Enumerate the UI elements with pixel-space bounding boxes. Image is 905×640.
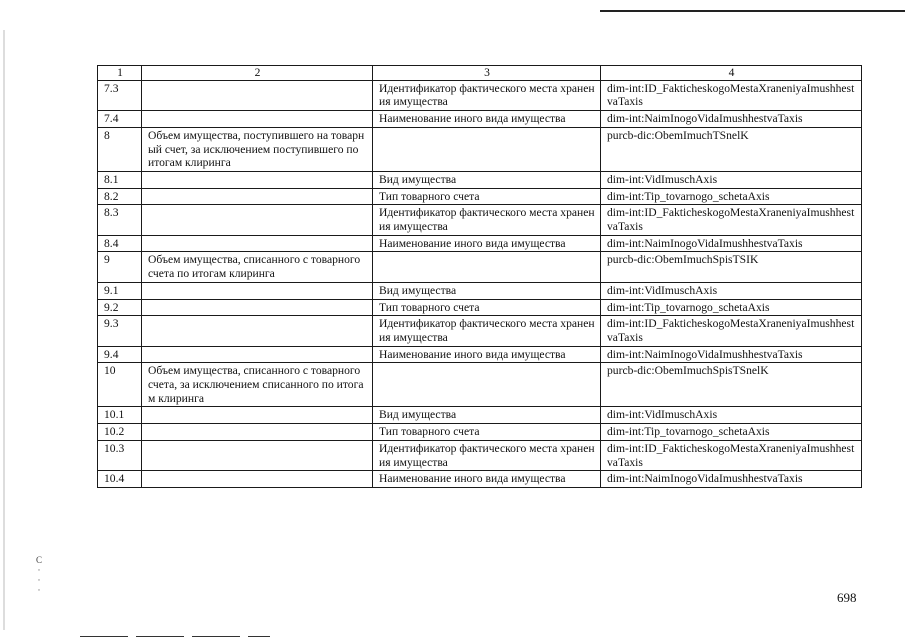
cell-number: 9.4 — [98, 346, 142, 363]
cell-number: 7.3 — [98, 80, 142, 110]
cell-taxonomy-code: dim-int:ID_FakticheskogoMestaXraneniyaImushhestvaTaxis — [601, 205, 862, 235]
cell-taxonomy-code: dim-int:VidImuschAxis — [601, 171, 862, 188]
cell-dimension: Наименование иного вида имущества — [373, 346, 601, 363]
cell-indicator-name — [142, 346, 373, 363]
cell-number: 10.1 — [98, 407, 142, 424]
cell-indicator-name — [142, 111, 373, 128]
cell-dimension: Тип товарного счета — [373, 188, 601, 205]
cell-dimension: Вид имущества — [373, 282, 601, 299]
top-rule — [600, 10, 905, 12]
table-row — [98, 282, 862, 299]
header-cell-1: 1 — [98, 66, 142, 81]
table-row — [98, 111, 862, 128]
table-row — [98, 424, 862, 441]
cell-dimension: Идентификатор фактического места хранения имущества — [373, 440, 601, 470]
cell-indicator-name — [142, 440, 373, 470]
table-row — [98, 471, 862, 488]
table-row — [98, 80, 862, 110]
cell-number: 7.4 — [98, 111, 142, 128]
margin-marks: С · · · — [35, 555, 42, 595]
table-row — [98, 440, 862, 470]
cell-indicator-name: Объем имущества, списанного с товарного счета, за исключением списанного по итогам клиринга — [142, 363, 373, 407]
cell-indicator-name — [142, 407, 373, 424]
cell-indicator-name — [142, 171, 373, 188]
cell-indicator-name — [142, 471, 373, 488]
cell-dimension: Тип товарного счета — [373, 424, 601, 441]
table-row — [98, 171, 862, 188]
cell-dimension — [373, 127, 601, 171]
cell-dimension: Идентификатор фактического места хранения имущества — [373, 80, 601, 110]
cell-dimension: Наименование иного вида имущества — [373, 471, 601, 488]
cell-number: 9.2 — [98, 299, 142, 316]
cell-number: 8.3 — [98, 205, 142, 235]
cell-dimension — [373, 363, 601, 407]
cell-taxonomy-code: dim-int:NaimInogoVidaImushhestvaTaxis — [601, 346, 862, 363]
cell-taxonomy-code: purcb-dic:ObemImuchSpisTSnelK — [601, 363, 862, 407]
cell-taxonomy-code: dim-int:Tip_tovarnogo_schetaAxis — [601, 424, 862, 441]
cell-number: 10.4 — [98, 471, 142, 488]
table-row — [98, 346, 862, 363]
cell-dimension: Наименование иного вида имущества — [373, 111, 601, 128]
scan-edge-shadow — [3, 30, 5, 630]
cell-taxonomy-code: dim-int:NaimInogoVidaImushhestvaTaxis — [601, 471, 862, 488]
cell-indicator-name — [142, 316, 373, 346]
cell-indicator-name: Объем имущества, поступившего на товарный счет, за исключением поступившего по итогам клиринга — [142, 127, 373, 171]
cell-number: 8.4 — [98, 235, 142, 252]
cell-indicator-name — [142, 205, 373, 235]
cell-indicator-name — [142, 188, 373, 205]
header-row — [98, 66, 862, 81]
table-row — [98, 299, 862, 316]
cell-indicator-name — [142, 80, 373, 110]
cell-dimension: Наименование иного вида имущества — [373, 235, 601, 252]
cell-number: 10 — [98, 363, 142, 407]
table-row — [98, 363, 862, 407]
cell-indicator-name — [142, 424, 373, 441]
table-row — [98, 252, 862, 282]
header-cell-3: 3 — [373, 66, 601, 81]
cell-indicator-name — [142, 282, 373, 299]
cell-taxonomy-code: dim-int:Tip_tovarnogo_schetaAxis — [601, 188, 862, 205]
cell-number: 9 — [98, 252, 142, 282]
footer-rules — [80, 636, 610, 638]
cell-taxonomy-code: dim-int:VidImuschAxis — [601, 282, 862, 299]
header-cell-4: 4 — [601, 66, 862, 81]
table-row — [98, 235, 862, 252]
cell-taxonomy-code: dim-int:NaimInogoVidaImushhestvaTaxis — [601, 235, 862, 252]
table-row — [98, 188, 862, 205]
cell-taxonomy-code: dim-int:VidImuschAxis — [601, 407, 862, 424]
cell-number: 10.3 — [98, 440, 142, 470]
cell-number: 8.1 — [98, 171, 142, 188]
taxonomy-table — [97, 65, 862, 488]
header-cell-2: 2 — [142, 66, 373, 81]
cell-indicator-name: Объем имущества, списанного с товарного счета по итогам клиринга — [142, 252, 373, 282]
cell-dimension: Идентификатор фактического места хранения имущества — [373, 205, 601, 235]
cell-number: 9.3 — [98, 316, 142, 346]
cell-dimension: Тип товарного счета — [373, 299, 601, 316]
cell-number: 8.2 — [98, 188, 142, 205]
table-row — [98, 407, 862, 424]
cell-taxonomy-code: dim-int:Tip_tovarnogo_schetaAxis — [601, 299, 862, 316]
cell-taxonomy-code: dim-int:ID_FakticheskogoMestaXraneniyaImushhestvaTaxis — [601, 316, 862, 346]
cell-number: 9.1 — [98, 282, 142, 299]
cell-dimension — [373, 252, 601, 282]
cell-indicator-name — [142, 299, 373, 316]
cell-taxonomy-code: purcb-dic:ObemImuchSpisTSIK — [601, 252, 862, 282]
cell-taxonomy-code: purcb-dic:ObemImuchTSnelK — [601, 127, 862, 171]
cell-indicator-name — [142, 235, 373, 252]
cell-taxonomy-code: dim-int:ID_FakticheskogoMestaXraneniyaImushhestvaTaxis — [601, 440, 862, 470]
table-row — [98, 127, 862, 171]
cell-dimension: Вид имущества — [373, 407, 601, 424]
cell-dimension: Вид имущества — [373, 171, 601, 188]
cell-taxonomy-code: dim-int:ID_FakticheskogoMestaXraneniyaImushhestvaTaxis — [601, 80, 862, 110]
page-number: 698 — [837, 590, 857, 605]
table-row — [98, 316, 862, 346]
cell-number: 10.2 — [98, 424, 142, 441]
cell-taxonomy-code: dim-int:NaimInogoVidaImushhestvaTaxis — [601, 111, 862, 128]
cell-number: 8 — [98, 127, 142, 171]
table-row — [98, 205, 862, 235]
cell-dimension: Идентификатор фактического места хранения имущества — [373, 316, 601, 346]
